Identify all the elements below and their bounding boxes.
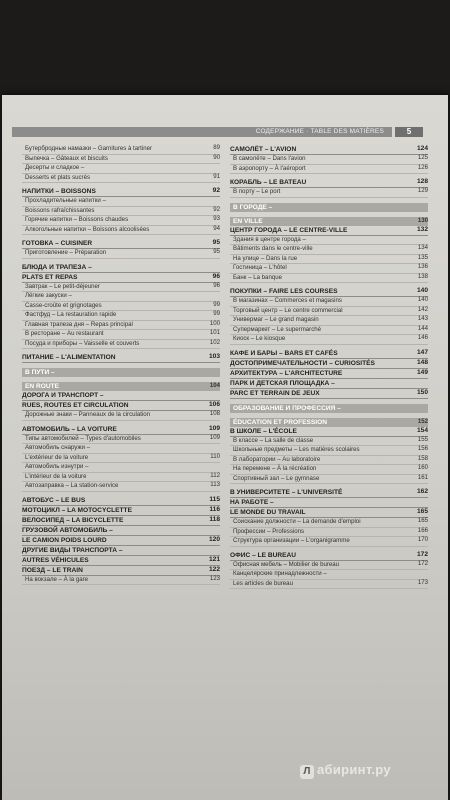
page-number: 5 (395, 127, 423, 137)
toc-subentry (230, 580, 428, 590)
toc-page-number: 89 (213, 144, 220, 151)
toc-page-number: 109 (208, 424, 220, 432)
toc-label: В классе – La salle de classe (233, 436, 314, 444)
toc-entry (230, 498, 428, 508)
toc-label: Автозаправка – La station-service (25, 482, 119, 489)
toc-page-number: 165 (417, 517, 428, 524)
toc-entry (230, 488, 428, 498)
toc-label: Алкогольные напитки – Boissons alcoolisées (25, 225, 150, 233)
toc-entry (22, 263, 220, 273)
toc-page-number: 106 (208, 401, 220, 408)
toc-label: В магазинах – Commerces et magasins (233, 297, 342, 304)
toc-page-number: 112 (210, 471, 220, 479)
toc-section-band (230, 418, 428, 427)
toc-subentry (230, 561, 428, 571)
toc-entry (22, 566, 220, 576)
toc-page-number: 104 (209, 382, 220, 389)
toc-page-number: 99 (213, 310, 220, 317)
toc-label: ДОСТОПРИМЕЧАТЕЛЬНОСТИ – CURIOSITÉS (230, 359, 375, 367)
toc-section-band (22, 382, 220, 391)
book-page (2, 95, 448, 800)
toc-label: В лаборатории – Au laboratoire (233, 455, 321, 463)
toc-page-number: 101 (209, 329, 220, 336)
toc-subentry (230, 245, 428, 255)
toc-label: Гостиница – L'hôtel (233, 264, 287, 271)
toc-subentry (22, 292, 220, 302)
toc-page-number: 132 (416, 225, 428, 233)
toc-entry (230, 389, 428, 399)
toc-section-band (230, 404, 428, 413)
toc-label: Главная трапеза дня – Repas principal (25, 320, 133, 328)
toc-page-number: 138 (417, 272, 428, 280)
toc-subentry (22, 155, 220, 165)
toc-subentry (22, 311, 220, 321)
toc-entry (22, 425, 220, 435)
toc-subentry (230, 446, 428, 456)
toc-subentry (22, 321, 220, 331)
toc-subentry (230, 335, 428, 345)
toc-label: Супермаркет – Le supermarché (233, 325, 322, 333)
toc-label: Профессии – Professions (233, 527, 305, 535)
toc-page-number: 142 (417, 305, 428, 313)
toc-label: В ГОРОДЕ – (233, 203, 273, 211)
toc-subentry (22, 164, 220, 174)
toc-label: Посуда и приборы – Vaisselle et couverts (25, 339, 140, 347)
toc-label: Автомобиль изнутри – (25, 463, 89, 470)
toc-label: Универмаг – Le grand magasin (233, 316, 319, 323)
toc-page-number: 92 (213, 205, 220, 213)
toc-subentry (22, 411, 220, 421)
toc-subentry (230, 570, 428, 580)
toc-page-number: 95 (213, 248, 220, 255)
toc-label: L'intérieur de la voiture (25, 472, 87, 480)
toc-entry (230, 359, 428, 369)
toc-entry (230, 379, 428, 389)
toc-label: LE CAMION POIDS LOURD (22, 536, 107, 544)
toc-subentry (230, 264, 428, 274)
toc-label: ПОЕЗД – LE TRAIN (22, 566, 83, 574)
toc-label: PLATS ET REPAS (22, 273, 78, 281)
toc-entry (22, 353, 220, 363)
toc-page-number: 130 (417, 216, 428, 224)
toc-label: Бутербродные намазки – Garnitures à tartiner (25, 145, 153, 152)
toc-label: КАФЕ И БАРЫ – BARS ET CAFÉS (230, 349, 338, 357)
toc-header: СОДЕРЖАНИЕ · TABLE DES MATIÈRES (12, 127, 392, 137)
toc-label: Структура организации – L'organigramme (233, 537, 350, 544)
toc-page-number: 96 (213, 281, 220, 289)
toc-label: ОФИС – LE BUREAU (230, 551, 297, 559)
toc-label: В самолёте – Dans l'avion (233, 155, 306, 162)
toc-label: ОБРАЗОВАНИЕ И ПРОФЕССИЯ – (233, 404, 341, 412)
toc-subentry (230, 255, 428, 265)
watermark: Л абиринт.ру (300, 762, 391, 779)
toc-page-number: 172 (417, 559, 428, 567)
toc-label: Desserts et plats sucrés (25, 173, 91, 181)
toc-entry (230, 226, 428, 236)
toc-page-number: 154 (416, 426, 428, 434)
toc-page-number: 121 (208, 555, 220, 563)
toc-page-number: 172 (416, 550, 428, 558)
toc-entry (22, 187, 220, 197)
toc-subentry (230, 537, 428, 547)
toc-page-number: 129 (417, 187, 428, 194)
toc-label: Здания в центре города – (233, 235, 306, 243)
toc-page-number: 93 (213, 215, 220, 222)
toc-page-number: 115 (209, 495, 220, 503)
toc-label: EN VILLE (233, 217, 263, 225)
toc-subentry (22, 330, 220, 340)
toc-label: ÉDUCATION ET PROFESSION (233, 418, 328, 426)
toc-label: Школьные предметы – Les matières scolaires (233, 446, 360, 453)
toc-label: Торговый центр – Le centre commercial (233, 306, 343, 314)
toc-label: ГРУЗОВОЙ АВТОМОБИЛЬ – (22, 526, 113, 534)
toc-page-number: 155 (417, 435, 428, 443)
toc-subentry (22, 463, 220, 473)
toc-page-number: 143 (417, 315, 428, 322)
toc-entry (22, 546, 220, 556)
toc-label: АВТОМОБИЛЬ – LA VOITURE (22, 425, 117, 433)
toc-label: AUTRES VÉHICULES (22, 556, 89, 564)
toc-page-number: 149 (416, 368, 428, 376)
toc-subentry (230, 528, 428, 538)
toc-page-number: 108 (209, 410, 220, 417)
toc-label: В аэропорту – À l'aéroport (233, 164, 306, 172)
toc-subentry (230, 155, 428, 165)
toc-label: RUES, ROUTES ET CIRCULATION (22, 402, 129, 409)
toc-page-number: 134 (417, 244, 428, 251)
toc-label: В ПУТИ – (25, 369, 55, 376)
toc-label: Завтрак – Le petit-déjeuner (25, 282, 100, 290)
toc-label: EN ROUTE (25, 383, 60, 390)
toc-page-number: 96 (212, 272, 220, 280)
toc-subentry (230, 437, 428, 447)
toc-entry (22, 526, 220, 536)
toc-entry (22, 391, 220, 401)
toc-label: Киоск – Le kiosque (233, 335, 286, 342)
toc-label: На улице – Dans la rue (233, 254, 298, 262)
toc-page-number: 147 (416, 348, 428, 356)
toc-page-number: 150 (416, 388, 428, 396)
toc-subentry (22, 145, 220, 155)
toc-subentry (230, 465, 428, 475)
toc-subentry (230, 297, 428, 307)
toc-page-number: 124 (416, 145, 428, 152)
toc-label: МОТОЦИКЛ – LA MOTOCYCLETTE (22, 506, 132, 514)
toc-page-number: 128 (416, 178, 428, 185)
toc-label: Канцелярские принадлежности – (233, 570, 327, 577)
toc-subentry (22, 444, 220, 454)
toc-subentry (22, 482, 220, 492)
toc-label: НА РАБОТЕ – (230, 499, 274, 506)
toc-label: Горячие напитки – Boissons chaudes (25, 216, 129, 223)
toc-page-number: 158 (417, 454, 428, 462)
toc-page-number: 152 (417, 417, 428, 425)
toc-page-number: 95 (212, 239, 220, 246)
toc-label: Bâtiments dans le centre-ville (233, 245, 313, 252)
toc-label: Лёгкие закуски – (25, 292, 72, 299)
toc-subentry (230, 475, 428, 485)
toc-entry (22, 496, 220, 506)
toc-right-column (230, 145, 428, 589)
toc-page-number: 140 (417, 296, 428, 303)
toc-label: Дорожные знаки – Panneaux de la circulation (25, 411, 151, 418)
toc-label: PARC ET TERRAIN DE JEUX (230, 389, 320, 397)
toc-page-number: 126 (417, 163, 428, 171)
toc-subentry (230, 316, 428, 326)
toc-subentry (230, 326, 428, 336)
toc-entry (22, 239, 220, 249)
toc-label: В УНИВЕРСИТЕТЕ – L'UNIVERSITÉ (230, 489, 343, 496)
toc-label: На перемене – À la récréation (233, 465, 317, 472)
toc-label: ДОРОГА И ТРАНСПОРТ – (22, 392, 104, 399)
toc-entry (230, 369, 428, 379)
toc-label: ВЕЛОСИПЕД – LA BICYCLETTE (22, 516, 124, 524)
toc-page-number: 92 (212, 187, 220, 194)
toc-page-number: 148 (416, 358, 428, 366)
toc-label: Банк – La banque (233, 273, 282, 281)
toc-page-number: 100 (209, 319, 220, 327)
toc-entry (230, 145, 428, 155)
toc-page-number: 173 (417, 578, 428, 586)
toc-subentry (22, 454, 220, 464)
toc-page-number: 120 (208, 535, 220, 543)
toc-label: ПИТАНИЕ – L'ALIMENTATION (22, 354, 116, 361)
toc-page-number: 118 (209, 515, 220, 523)
toc-label: Фастфуд – La restauration rapide (25, 311, 117, 318)
toc-label: Выпечка – Gâteaux et biscuits (25, 154, 108, 162)
toc-entry (230, 551, 428, 561)
toc-label: КОРАБЛЬ – LE BATEAU (230, 179, 307, 186)
toc-page-number: 170 (417, 536, 428, 543)
toc-page-number: 102 (209, 338, 220, 346)
toc-label: ГОТОВКА – CUISINER (22, 240, 93, 247)
toc-label: ПОКУПКИ – FAIRE LES COURSES (230, 288, 338, 295)
toc-subentry (22, 473, 220, 483)
toc-subentry (230, 188, 428, 198)
toc-page-number: 91 (213, 172, 220, 180)
toc-label: ЦЕНТР ГОРОДА – LE CENTRE-VILLE (230, 226, 348, 234)
toc-subentry (22, 340, 220, 350)
toc-subentry (22, 216, 220, 226)
toc-label: L'extérieur de la voiture (25, 453, 89, 461)
toc-entry (22, 536, 220, 546)
toc-label: На вокзале – À la gare (25, 575, 89, 583)
toc-page-number: 94 (213, 224, 220, 232)
toc-label: Соискание должности – La demande d'emploi (233, 518, 361, 525)
toc-section-band (22, 368, 220, 377)
toc-page-number: 140 (416, 287, 428, 294)
toc-entry (230, 287, 428, 297)
toc-page-number: 116 (209, 505, 220, 513)
toc-label: В порту – Le port (233, 188, 281, 195)
toc-page-number: 160 (417, 464, 428, 471)
toc-label: САМОЛЁТ – L'AVION (230, 146, 297, 153)
toc-page-number: 166 (417, 526, 428, 534)
toc-subentry (230, 274, 428, 284)
toc-page-number: 165 (416, 508, 428, 515)
toc-label: В ШКОЛЕ – L'ÉCOLE (230, 427, 297, 435)
toc-label: Офисная мебель – Mobilier de bureau (233, 560, 340, 568)
toc-section-band (230, 217, 428, 226)
labirint-logo-icon: Л (300, 765, 314, 779)
toc-page-number: 103 (208, 353, 220, 360)
toc-page-number: 123 (209, 574, 220, 582)
toc-label: Прохладительные напитки – (25, 197, 106, 204)
toc-page-number: 146 (417, 334, 428, 341)
toc-page-number: 136 (417, 263, 428, 270)
toc-label: ПАРК И ДЕТСКАЯ ПЛОЩАДКА – (230, 379, 335, 387)
toc-subentry (230, 236, 428, 246)
toc-label: БЛЮДА И ТРАПЕЗА – (22, 263, 92, 271)
toc-subentry (22, 249, 220, 259)
toc-subentry (22, 435, 220, 445)
toc-subentry (22, 207, 220, 217)
toc-page-number: 122 (208, 565, 220, 573)
toc-page-number: 113 (210, 481, 220, 488)
toc-entry (22, 401, 220, 411)
toc-label: ДРУГИЕ ВИДЫ ТРАНСПОРТА – (22, 546, 123, 554)
toc-label: Casse-croûte et grignotages (25, 301, 102, 309)
toc-subentry (22, 197, 220, 207)
toc-entry (22, 273, 220, 283)
toc-subentry (22, 576, 220, 586)
toc-page-number: 144 (417, 324, 428, 332)
toc-page-number: 162 (416, 488, 428, 495)
toc-label: LE MONDE DU TRAVAIL (230, 509, 306, 516)
toc-subentry (230, 456, 428, 466)
toc-subentry (22, 302, 220, 312)
toc-entry (230, 178, 428, 188)
toc-label: Приготовление – Préparation (25, 249, 107, 256)
toc-entry (22, 516, 220, 526)
toc-page-number: 110 (210, 452, 220, 460)
toc-label: АРХИТЕКТУРА – L'ARCHITECTURE (230, 369, 343, 377)
toc-label: Boissons rafraîchissantes (25, 206, 95, 214)
toc-page-number: 135 (417, 253, 428, 261)
toc-page-number: 156 (417, 445, 428, 452)
toc-page-number: 99 (213, 300, 220, 308)
toc-left-column (22, 145, 220, 585)
toc-page-number: 125 (417, 154, 428, 161)
toc-label: Типы автомобилей – Types d'automobiles (25, 434, 141, 442)
toc-subentry (22, 226, 220, 236)
toc-subentry (230, 307, 428, 317)
toc-label: АВТОБУС – LE BUS (22, 496, 86, 504)
toc-page-number: 90 (213, 153, 220, 161)
toc-label: Десерты и сладкое – (25, 164, 85, 171)
toc-entry (230, 349, 428, 359)
toc-label: Автомобиль снаружи – (25, 444, 90, 451)
toc-entry (22, 506, 220, 516)
toc-label: В ресторане – Au restaurant (25, 330, 104, 337)
toc-subentry (230, 518, 428, 528)
toc-page-number: 161 (417, 473, 428, 481)
toc-entry (230, 508, 428, 518)
toc-section-band (230, 203, 428, 212)
toc-entry (230, 427, 428, 437)
toc-label: НАПИТКИ – BOISSONS (22, 188, 96, 195)
toc-entry (22, 556, 220, 566)
toc-subentry (22, 174, 220, 184)
toc-subentry (22, 283, 220, 293)
toc-subentry (230, 165, 428, 175)
toc-label: Спортивный зал – Le gymnase (233, 474, 320, 482)
toc-label: Les articles de bureau (233, 579, 293, 587)
toc-page-number: 109 (209, 433, 220, 441)
